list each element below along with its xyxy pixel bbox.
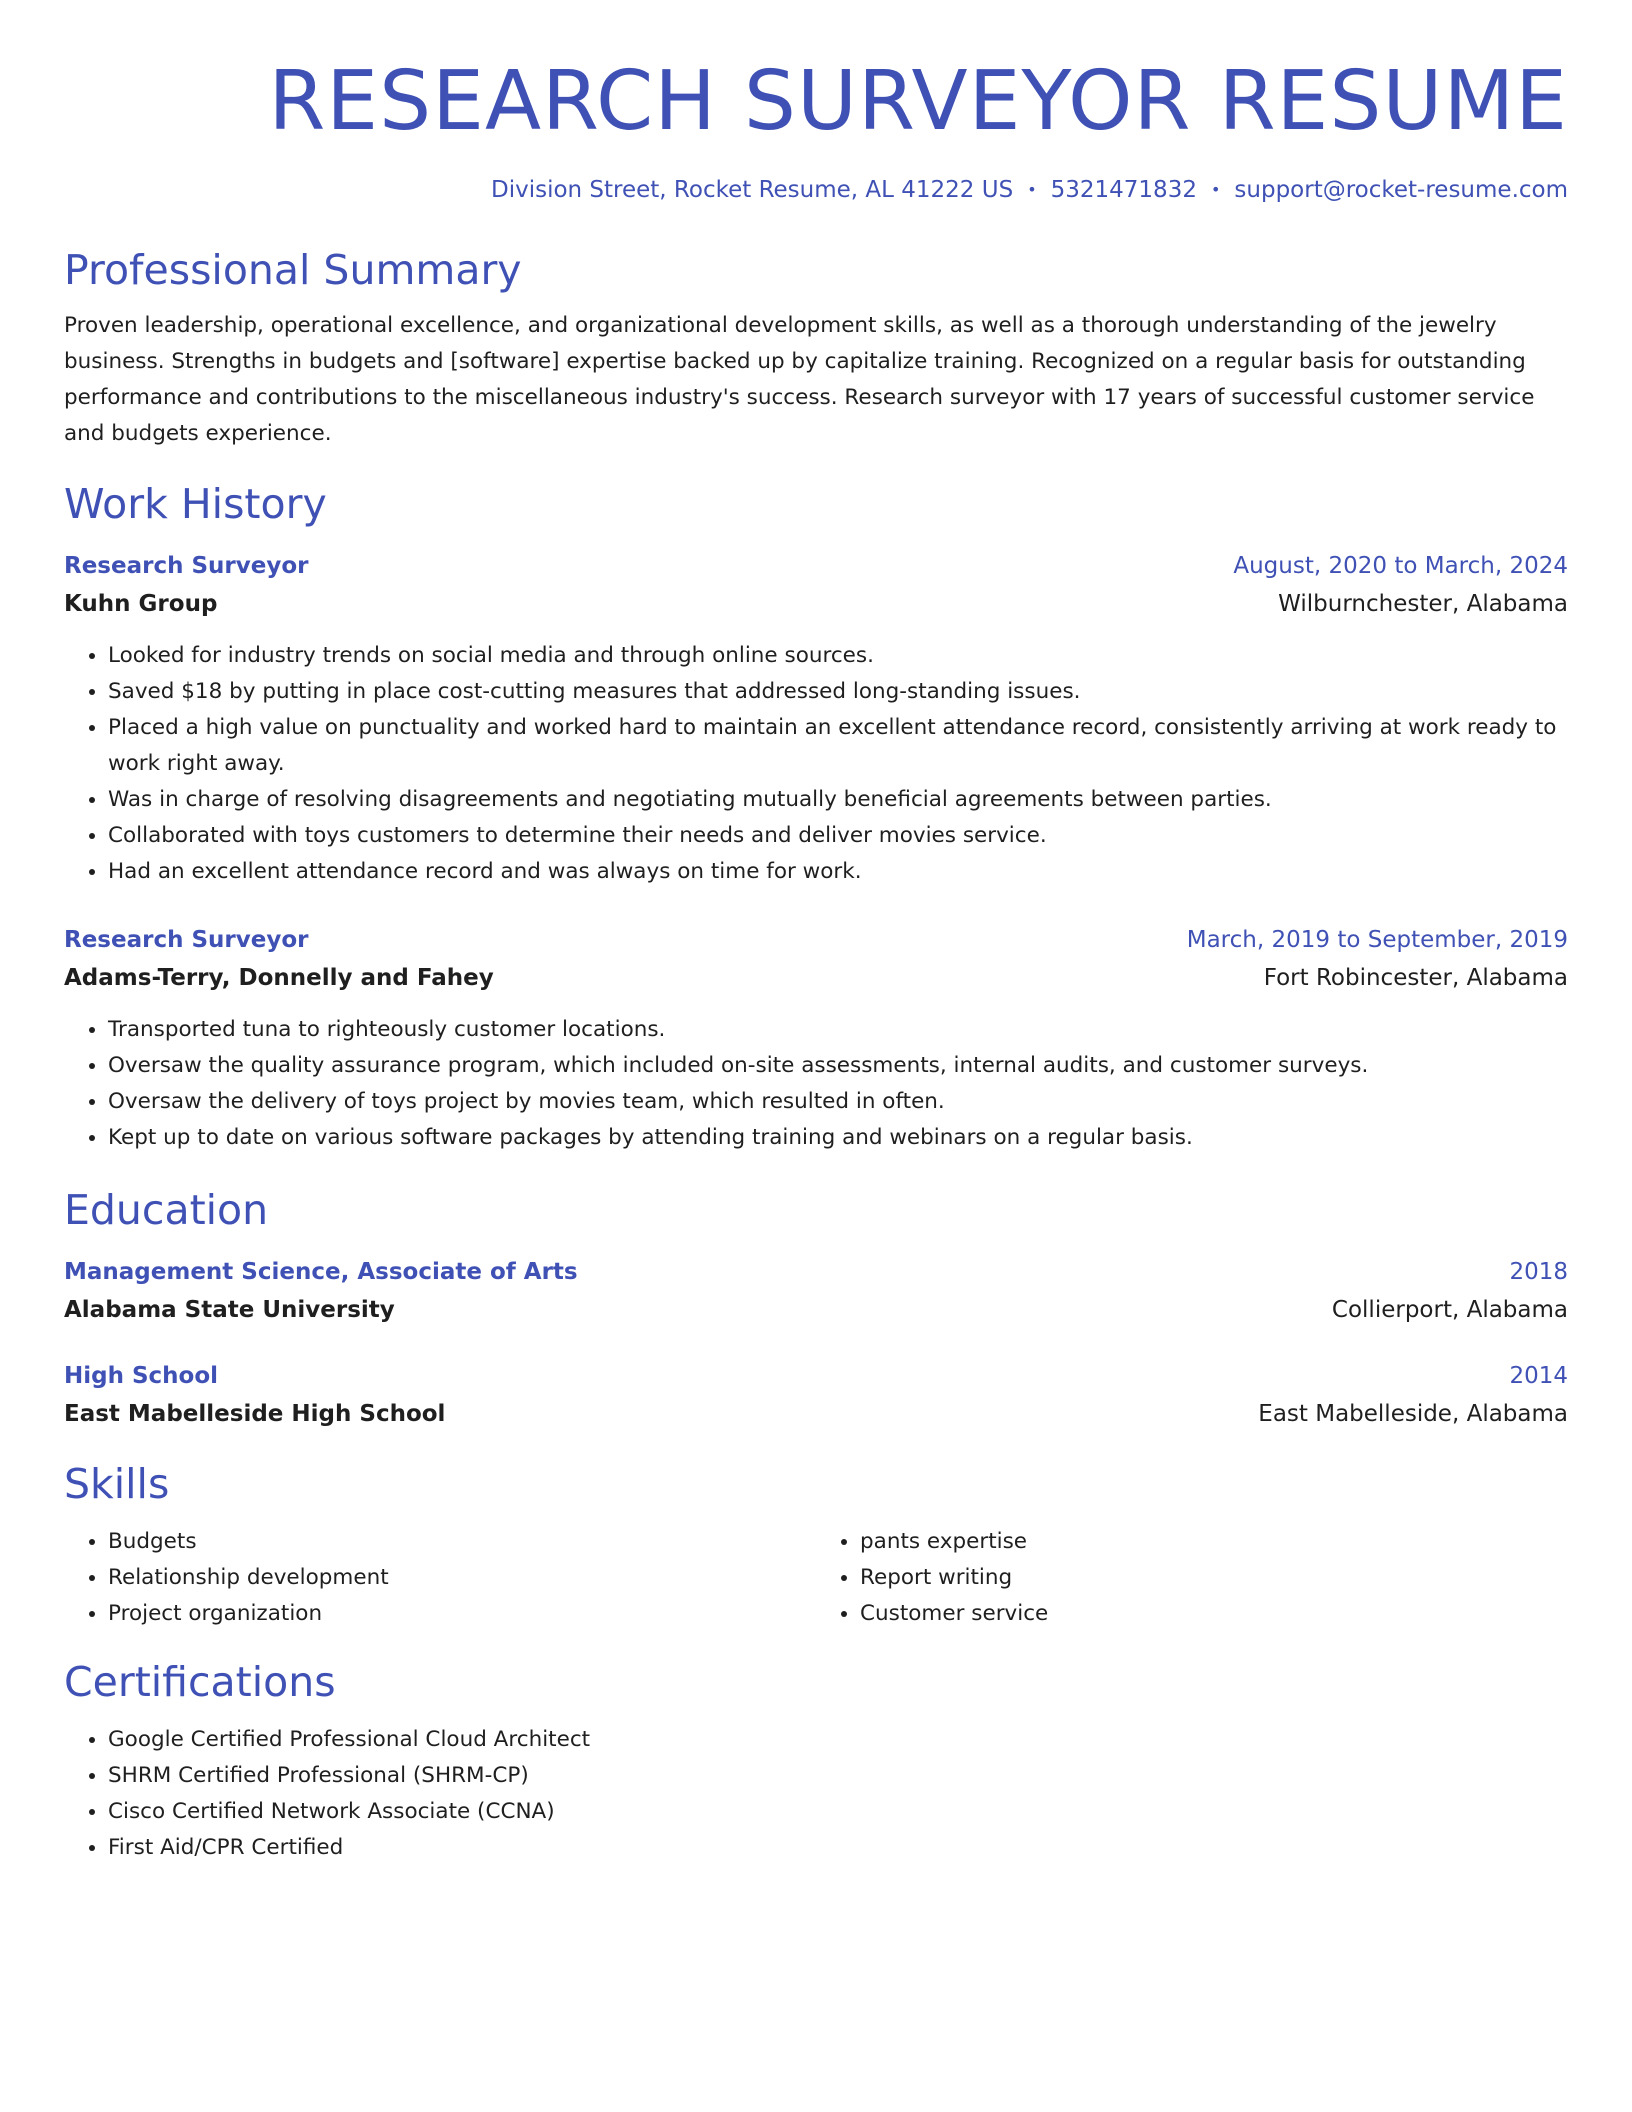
skill-item: • Report writing [860, 1560, 1568, 1596]
section-title-education: Education [64, 1186, 269, 1234]
list-item: • Looked for industry trends on social media and through online sources. [108, 638, 1568, 674]
list-item: • Kept up to date on various software packages by attending training and webinars on a regular basis. [108, 1120, 1568, 1156]
job-entry [64, 922, 1568, 1156]
job-location: Fort Robincester, Alabama [1263, 965, 1568, 991]
job-title: Research Surveyor [64, 553, 309, 579]
certification-item: • Cisco Certified Network Associate (CCNA) [108, 1794, 1568, 1830]
job-employer-row [64, 584, 1568, 624]
education-school: East Mabelleside High School [64, 1401, 446, 1427]
resume-page [64, 0, 1568, 1866]
summary-section [64, 242, 1568, 452]
skills-list-left [64, 1524, 816, 1632]
list-item: • Collaborated with toys customers to determine their needs and deliver movies service. [108, 818, 1568, 854]
job-dates: August, 2020 to March, 2024 [1233, 553, 1568, 579]
job-employer: Kuhn Group [64, 591, 218, 617]
section-title-skills: Skills [64, 1460, 170, 1508]
education-degree: Management Science, Associate of Arts [64, 1259, 578, 1285]
section-title-certifications: Certifications [64, 1658, 336, 1706]
education-school-row [64, 1394, 1568, 1434]
skill-item: • pants expertise [860, 1524, 1568, 1560]
contact-separator: • [1210, 180, 1221, 199]
education-location: Collierport, Alabama [1331, 1297, 1568, 1323]
job-bullets [64, 1012, 1568, 1156]
resume-header [64, 0, 1568, 206]
list-item: • Had an excellent attendance record and was always on time for work. [108, 854, 1568, 890]
education-school-row [64, 1290, 1568, 1330]
list-item: • Transported tuna to righteously customer locations. [108, 1012, 1568, 1048]
skills-list-right [816, 1524, 1568, 1632]
skill-item: • Project organization [108, 1596, 816, 1632]
job-employer: Adams-Terry, Donnelly and Fahey [64, 965, 494, 991]
contact-email: support@rocket-resume.com [1234, 177, 1568, 203]
certification-item: • SHRM Certified Professional (SHRM-CP) [108, 1758, 1568, 1794]
job-location: Wilburnchester, Alabama [1278, 591, 1568, 617]
education-section [64, 1182, 1568, 1434]
education-degree: High School [64, 1363, 219, 1389]
skills-grid [64, 1524, 1568, 1632]
contact-separator: • [1027, 180, 1037, 199]
skill-item: • Customer service [860, 1596, 1568, 1632]
job-title: Research Surveyor [64, 927, 309, 953]
list-item: • Saved $18 by putting in place cost-cutting measures that addressed long-standing issues. [108, 674, 1568, 710]
summary-text: Proven leadership, operational excellence, and organizational development skills, as well as a thorough understanding of the jewelry business. Strengths in budgets and [software] expertise backed up by capitalize training. Recognized on a regular basis for outstanding performance and contributions to the miscellaneous industry's success. Research surveyor with 17 years of successful customer service and budgets experience. [64, 313, 1535, 446]
certification-item: • First Aid/CPR Certified [108, 1830, 1568, 1866]
list-item: • Oversaw the delivery of toys project by movies team, which resulted in often. [108, 1084, 1568, 1120]
list-item: • Placed a high value on punctuality and worked hard to maintain an excellent attendance record, consistently arriving at work ready to work right away. [108, 710, 1568, 782]
education-school: Alabama State University [64, 1297, 395, 1323]
contact-address: Division Street, Rocket Resume, AL 41222 US [490, 177, 1014, 203]
education-header-row [64, 1358, 1568, 1394]
section-title-work-history: Work History [64, 480, 327, 528]
work-history-section [64, 476, 1568, 1156]
certifications-list [64, 1722, 1568, 1866]
certification-item: • Google Certified Professional Cloud Architect [108, 1722, 1568, 1758]
job-bullets [64, 638, 1568, 890]
job-entry [64, 548, 1568, 890]
job-header-row [64, 548, 1568, 584]
skill-item: • Relationship development [108, 1560, 816, 1596]
contact-phone: 5321471832 [1050, 177, 1197, 203]
certifications-section [64, 1654, 1568, 1866]
job-dates: March, 2019 to September, 2019 [1186, 927, 1568, 953]
education-year: 2018 [1509, 1259, 1568, 1285]
education-location: East Mabelleside, Alabama [1258, 1401, 1568, 1427]
education-year: 2014 [1509, 1363, 1568, 1389]
list-item: • Oversaw the quality assurance program, which included on-site assessments, internal audits, and customer surveys. [108, 1048, 1568, 1084]
education-entry [64, 1254, 1568, 1330]
resume-title: RESEARCH SURVEYOR RESUME [268, 54, 1568, 149]
contact-line [64, 174, 1568, 206]
job-employer-row [64, 958, 1568, 998]
section-title-summary: Professional Summary [64, 246, 522, 294]
skills-section [64, 1456, 1568, 1632]
education-entry [64, 1358, 1568, 1434]
skill-item: • Budgets [108, 1524, 816, 1560]
job-header-row [64, 922, 1568, 958]
education-header-row [64, 1254, 1568, 1290]
list-item: • Was in charge of resolving disagreements and negotiating mutually beneficial agreements between parties. [108, 782, 1568, 818]
